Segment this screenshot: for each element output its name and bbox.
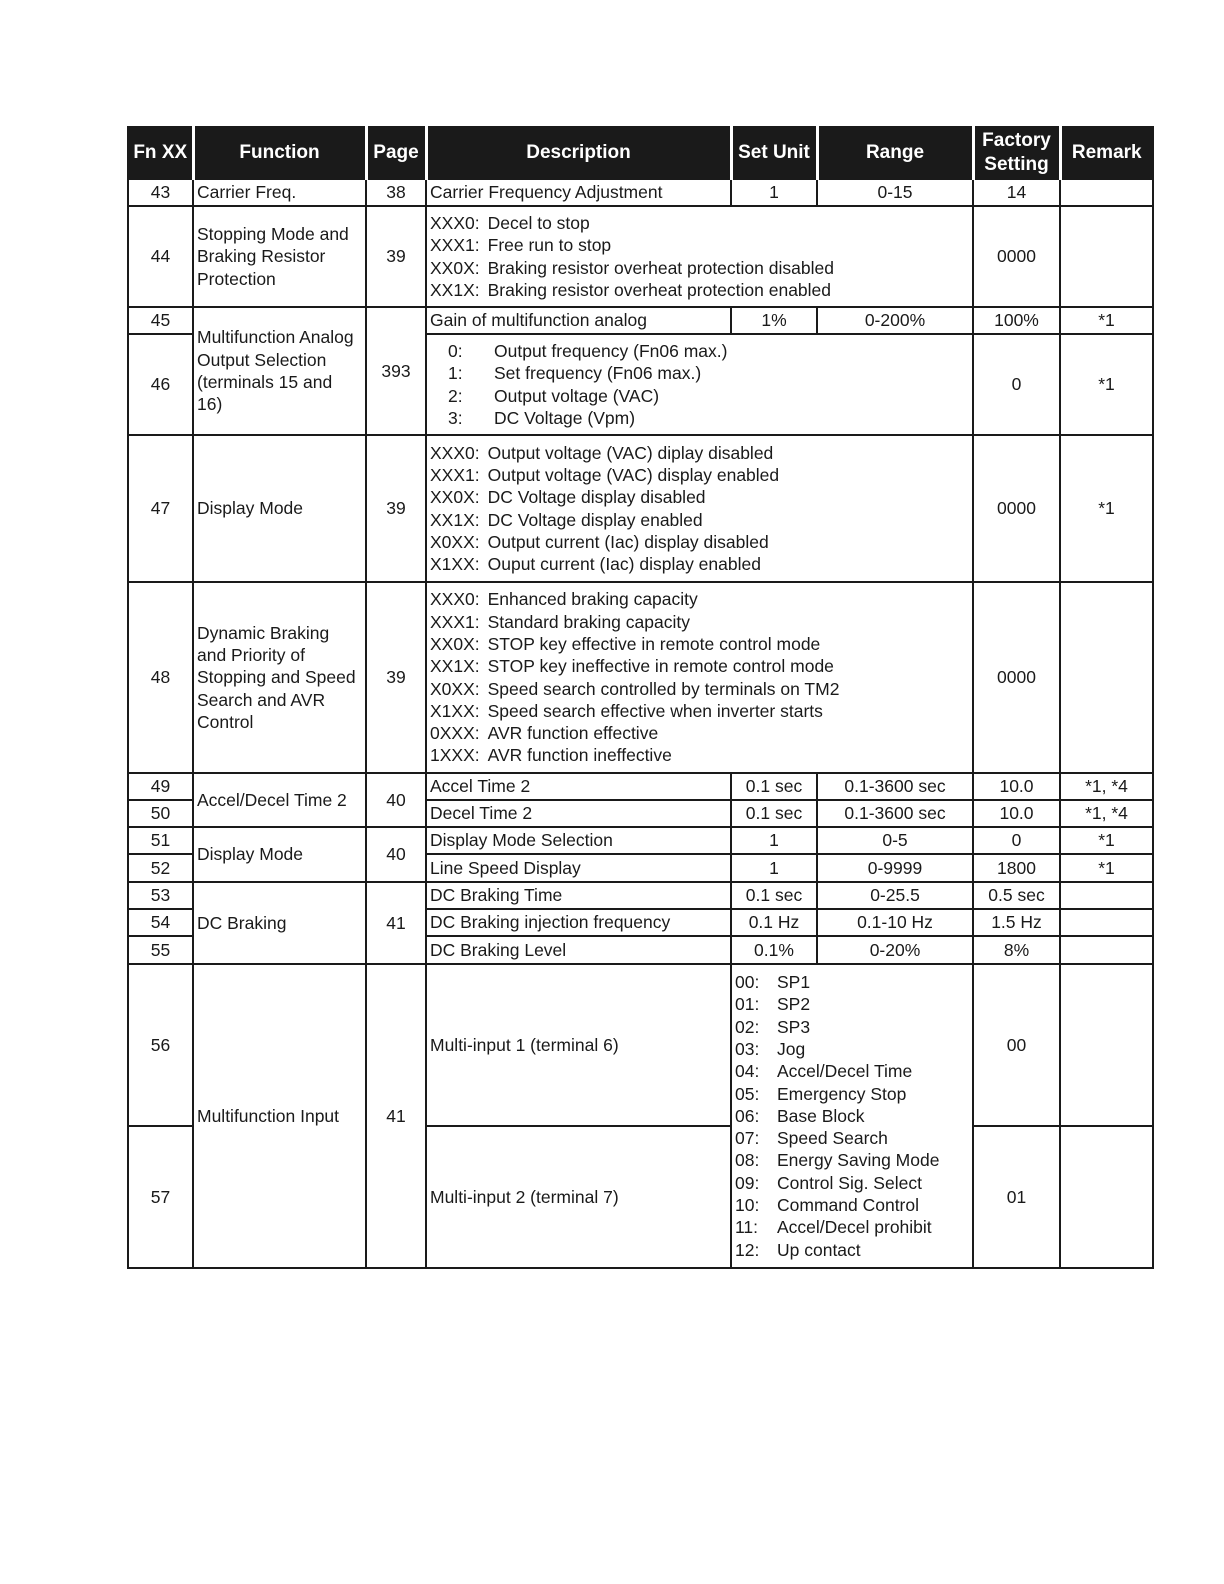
description-cell: DC Braking Time <box>426 882 731 909</box>
remark-cell: *1, *4 <box>1060 800 1153 827</box>
page-cell: 393 <box>366 307 426 435</box>
description-cell: Display Mode Selection <box>426 827 731 854</box>
fn-cell: 51 <box>128 827 193 854</box>
range-cell: 0-200% <box>817 307 973 334</box>
description-cell: Multi-input 2 (terminal 7) <box>426 1126 731 1268</box>
page-cell: 40 <box>366 827 426 882</box>
option-line: 0: Output frequency (Fn06 max.) <box>448 340 728 361</box>
description-cell <box>426 435 973 582</box>
table-row <box>128 179 1153 206</box>
option-line: 2: Output voltage (VAC) <box>448 385 660 406</box>
option-line: 04: Accel/Decel Time <box>735 1061 913 1082</box>
set-unit-cell: 1 <box>731 179 817 206</box>
option-line: 03: Jog <box>735 1038 806 1059</box>
header-factory-line1: Factory <box>982 130 1051 151</box>
factory-cell: 1800 <box>973 854 1060 882</box>
fn-cell: 49 <box>128 773 193 800</box>
table-row <box>128 582 1153 773</box>
option-line: 1: Set frequency (Fn06 max.) <box>448 363 702 384</box>
option-line: XX1X: STOP key ineffective in remote control mode <box>430 656 834 677</box>
header-set-unit: Set Unit <box>731 127 817 179</box>
range-cell: 0.1-3600 sec <box>817 773 973 800</box>
range-cell: 0.1-3600 sec <box>817 800 973 827</box>
function-cell: Multifunction Input <box>193 964 366 1268</box>
description-cell: Line Speed Display <box>426 854 731 882</box>
option-line: 1XXX: AVR function ineffective <box>430 745 672 766</box>
parameter-table <box>127 126 1154 1269</box>
remark-cell <box>1060 936 1153 964</box>
factory-cell: 00 <box>973 964 1060 1126</box>
set-unit-cell: 1 <box>731 854 817 882</box>
range-cell: 0-20% <box>817 936 973 964</box>
option-line: XXX1: Free run to stop <box>430 235 612 256</box>
description-cell: Decel Time 2 <box>426 800 731 827</box>
header-factory-setting <box>973 127 1060 179</box>
function-cell: Multifunction Analog Output Selection (terminals 15 and 16) <box>193 307 366 435</box>
set-unit-cell: 0.1 sec <box>731 773 817 800</box>
option-line: XXX1: Standard braking capacity <box>430 611 690 632</box>
set-unit-cell: 0.1% <box>731 936 817 964</box>
table-row <box>128 882 1153 909</box>
fn-cell: 57 <box>128 1126 193 1268</box>
option-line: 00: SP1 <box>735 972 811 993</box>
option-line: X1XX: Ouput current (Iac) display enabled <box>430 554 761 575</box>
range-cell: 0.1-10 Hz <box>817 909 973 936</box>
option-line: 3: DC Voltage (Vpm) <box>448 407 636 428</box>
factory-cell: 8% <box>973 936 1060 964</box>
remark-cell <box>1060 179 1153 206</box>
fn-cell: 50 <box>128 800 193 827</box>
range-cell: 0-15 <box>817 179 973 206</box>
fn-cell: 55 <box>128 936 193 964</box>
option-line: XX0X: Braking resistor overheat protection disabled <box>430 257 834 278</box>
range-cell: 0-25.5 <box>817 882 973 909</box>
table-row <box>128 435 1153 582</box>
factory-cell: 0.5 sec <box>973 882 1060 909</box>
option-line: 08: Energy Saving Mode <box>735 1150 940 1171</box>
page-cell: 39 <box>366 582 426 773</box>
fn-cell: 56 <box>128 964 193 1126</box>
page-cell: 41 <box>366 964 426 1268</box>
header-description: Description <box>426 127 731 179</box>
remark-cell: *1 <box>1060 827 1153 854</box>
option-line: 10: Command Control <box>735 1195 919 1216</box>
factory-cell: 10.0 <box>973 800 1060 827</box>
description-cell: Gain of multifunction analog <box>426 307 731 334</box>
factory-cell: 0000 <box>973 435 1060 582</box>
description-cell <box>426 334 973 435</box>
fn-cell: 53 <box>128 882 193 909</box>
multi-input-options <box>731 964 973 1268</box>
set-unit-cell: 0.1 sec <box>731 882 817 909</box>
header-row <box>128 127 1153 179</box>
fn-cell: 44 <box>128 206 193 307</box>
option-line: XX1X: Braking resistor overheat protection enabled <box>430 279 832 300</box>
factory-cell: 10.0 <box>973 773 1060 800</box>
page-cell: 41 <box>366 882 426 964</box>
description-cell: DC Braking Level <box>426 936 731 964</box>
remark-cell <box>1060 909 1153 936</box>
remark-cell: *1 <box>1060 435 1153 582</box>
factory-cell: 0 <box>973 827 1060 854</box>
option-line: X1XX: Speed search effective when inverter starts <box>430 700 823 721</box>
remark-cell <box>1060 964 1153 1126</box>
fn-cell: 43 <box>128 179 193 206</box>
option-line: 07: Speed Search <box>735 1128 888 1149</box>
set-unit-cell: 0.1 Hz <box>731 909 817 936</box>
header-page: Page <box>366 127 426 179</box>
factory-cell: 0 <box>973 334 1060 435</box>
remark-cell: *1 <box>1060 307 1153 334</box>
factory-cell: 0000 <box>973 206 1060 307</box>
page-cell: 40 <box>366 773 426 827</box>
option-line: 06: Base Block <box>735 1105 865 1126</box>
table-row <box>128 964 1153 1126</box>
function-cell: Accel/Decel Time 2 <box>193 773 366 827</box>
option-line: 01: SP2 <box>735 994 811 1015</box>
description-cell: DC Braking injection frequency <box>426 909 731 936</box>
function-cell: Display Mode <box>193 435 366 582</box>
description-cell <box>426 206 973 307</box>
set-unit-cell: 1% <box>731 307 817 334</box>
function-cell: DC Braking <box>193 882 366 964</box>
table-row <box>128 307 1153 334</box>
option-line: X0XX: Speed search controlled by terminals on TM2 <box>430 678 840 699</box>
option-line: 0XXX: AVR function effective <box>430 723 659 744</box>
remark-cell <box>1060 1126 1153 1268</box>
factory-cell: 0000 <box>973 582 1060 773</box>
option-line: 05: Emergency Stop <box>735 1083 907 1104</box>
description-cell: Accel Time 2 <box>426 773 731 800</box>
set-unit-cell: 0.1 sec <box>731 800 817 827</box>
factory-cell: 01 <box>973 1126 1060 1268</box>
fn-cell: 47 <box>128 435 193 582</box>
fn-cell: 46 <box>128 334 193 435</box>
option-line: XX0X: STOP key effective in remote control mode <box>430 633 821 654</box>
remark-cell: *1 <box>1060 334 1153 435</box>
header-factory-line2: Setting <box>984 154 1049 175</box>
remark-cell <box>1060 206 1153 307</box>
option-line: XXX0: Decel to stop <box>430 212 590 233</box>
description-cell: Carrier Frequency Adjustment <box>426 179 731 206</box>
option-line: XX1X: DC Voltage display enabled <box>430 509 703 530</box>
function-cell: Carrier Freq. <box>193 179 366 206</box>
header-function: Function <box>193 127 366 179</box>
range-cell: 0-5 <box>817 827 973 854</box>
remark-cell <box>1060 882 1153 909</box>
fn-cell: 54 <box>128 909 193 936</box>
option-line: X0XX: Output current (Iac) display disabled <box>430 531 769 552</box>
header-fn: Fn XX <box>128 127 193 179</box>
fn-cell: 48 <box>128 582 193 773</box>
function-cell: Dynamic Braking and Priority of Stopping and Speed Search and AVR Control <box>193 582 366 773</box>
option-line: XXX0: Output voltage (VAC) diplay disabled <box>430 442 774 463</box>
remark-cell: *1 <box>1060 854 1153 882</box>
remark-cell <box>1060 582 1153 773</box>
table-row <box>128 206 1153 307</box>
option-line: 11: Accel/Decel prohibit <box>735 1217 932 1238</box>
factory-cell: 14 <box>973 179 1060 206</box>
page-cell: 38 <box>366 179 426 206</box>
page-cell: 39 <box>366 435 426 582</box>
factory-cell: 100% <box>973 307 1060 334</box>
function-cell: Display Mode <box>193 827 366 882</box>
set-unit-cell: 1 <box>731 827 817 854</box>
range-cell: 0-9999 <box>817 854 973 882</box>
option-line: 12: Up contact <box>735 1239 861 1260</box>
description-cell: Multi-input 1 (terminal 6) <box>426 964 731 1126</box>
fn-cell: 45 <box>128 307 193 334</box>
header-range: Range <box>817 127 973 179</box>
function-cell: Stopping Mode and Braking Resistor Protection <box>193 206 366 307</box>
description-cell <box>426 582 973 773</box>
table-row <box>128 827 1153 854</box>
fn-cell: 52 <box>128 854 193 882</box>
option-line: 09: Control Sig. Select <box>735 1172 922 1193</box>
option-line: XX0X: DC Voltage display disabled <box>430 487 706 508</box>
page-cell: 39 <box>366 206 426 307</box>
option-line: 02: SP3 <box>735 1016 811 1037</box>
option-line: XXX1: Output voltage (VAC) display enabled <box>430 464 780 485</box>
factory-cell: 1.5 Hz <box>973 909 1060 936</box>
table-row <box>128 773 1153 800</box>
option-line: XXX0: Enhanced braking capacity <box>430 589 698 610</box>
remark-cell: *1, *4 <box>1060 773 1153 800</box>
header-remark: Remark <box>1060 127 1153 179</box>
